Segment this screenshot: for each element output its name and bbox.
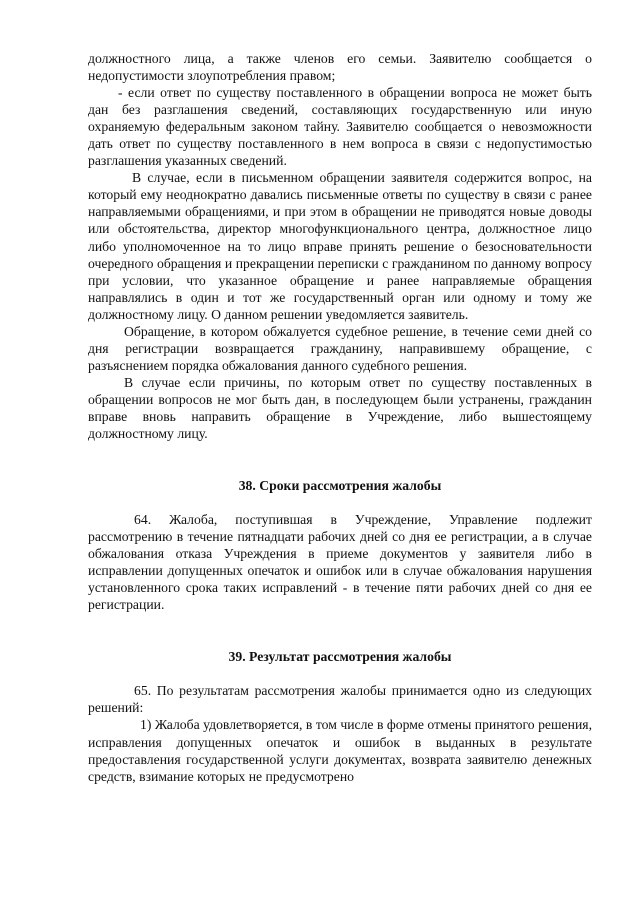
paragraph-court-decision: Обращение, в котором обжалуется судебное решение, в течение семи дней со дня регистрации возвращается гражданину, направившему обращение, с разъяснением порядка обжалования данного судебного решения. xyxy=(88,323,592,373)
spacer xyxy=(88,494,592,511)
list-item-1: 1) Жалоба удовлетворяется, в том числе в форме отмены принятого решения, исправления допущенных опечаток и ошибок в выданных в результате предоставления государственной услуги документах, возврата заявителю денежных средств, взимание которых не предусмотрено xyxy=(88,717,592,784)
paragraph-secrecy-case: - если ответ по существу поставленного в обращении вопроса не может быть дан без разглашения сведений, составляющих государственную или иную охраняемую федеральным законом тайну. Заявителю сообщается о невозможности дать ответ по существу поставленного в нем вопроса в связи с недопустимостью разглашения указанных сведений. xyxy=(88,85,592,169)
paragraph-65: 65. По результатам рассмотрения жалобы принимается одно из следующих решений: xyxy=(88,683,592,716)
paragraph-64: 64. Жалоба, поступившая в Учреждение, Управление подлежит рассмотрению в течение пятнадцати рабочих дней со дня ее регистрации, а в случае обжалования отказа Учреждения в приеме документов у заявителя либо в исправлении допущенных опечаток и ошибок или в случае обжалования нарушения установленного срока таких исправлений - в течение пяти рабочих дней со дня ее регистрации. xyxy=(88,512,592,613)
paragraph-resubmission: В случае если причины, по которым ответ по существу поставленных в обращении вопросов не мог быть дан, в последующем были устранены, гражданин вправе вновь направить обращение в Учреждение, либо вышестоящему должностному лицу. xyxy=(88,374,592,442)
section-39-heading: 39. Результат рассмотрения жалобы xyxy=(228,649,452,665)
paragraph-continuation: должностного лица, а также членов его семьи. Заявителю сообщается о недопустимости злоупотребления правом; xyxy=(88,51,592,84)
section-38-heading: 38. Сроки рассмотрения жалобы xyxy=(238,478,442,494)
paragraph-repeated-questions: В случае, если в письменном обращении заявителя содержится вопрос, на который ему неоднократно давались письменные ответы по существу в связи с ранее направляемыми обращениями, и при этом в обращении не приводятся новые доводы или обстоятельства, директор многофункционального центра, должностное лицо либо уполномоченное на то лицо вправе принять решение о безосновательности очередного обращения и прекращении переписки с гражданином по данному вопросу при условии, что указанное обращение и ранее направляемые обращения направлялись в один и тот же государственный орган или одному и тому же должностному лицу. О данном решении уведомляется заявитель. xyxy=(88,170,592,322)
spacer xyxy=(88,442,592,477)
spacer xyxy=(88,665,592,682)
spacer xyxy=(88,613,592,648)
